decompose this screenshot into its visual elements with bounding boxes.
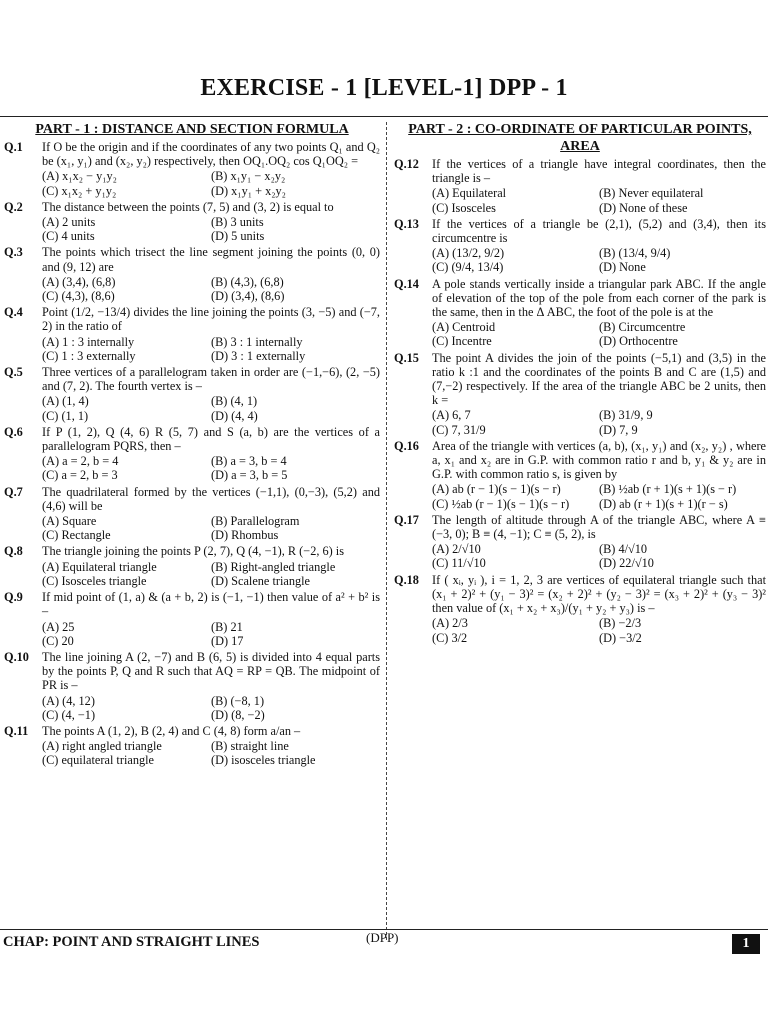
option-row <box>42 169 380 183</box>
option: (A) 1 : 3 internally <box>42 334 135 349</box>
question-text: A pole stands vertically inside a triangular park ABC. If the angle of elevation of the top of the pole from each corner of the park is the same, then in the Δ ABC, the foot of the pole is at the <box>432 276 766 320</box>
page-number: 1 <box>732 934 760 954</box>
question-number: Q.7 <box>4 484 23 499</box>
option: (B) Parallelogram <box>211 514 300 529</box>
question-number: Q.16 <box>394 438 419 453</box>
question <box>394 439 766 482</box>
question-text: If ( xᵢ, yᵢ ), i = 1, 2, 3 are vertices of equilateral triangle such that (x₁ + 2)² + (y₁ − 3)² = (x₂ + 2)² + (y₂ − 3)² = (x₃ + 2)² + (y₃ − 3)² then value of (x₁ + x₂ + x₃)/(y₁ + y₂ + y₃) is – <box>432 572 766 616</box>
option: (C) 7, 31/9 <box>432 422 486 437</box>
page-footer <box>0 930 768 954</box>
option: (A) 2/√10 <box>432 542 481 557</box>
option: (D) Rhombus <box>211 528 279 543</box>
option: (A) (13/2, 9/2) <box>432 246 505 261</box>
option: (C) 4 units <box>42 229 95 244</box>
question <box>394 351 766 408</box>
question <box>394 277 766 320</box>
option: (A) Equilateral triangle <box>42 559 157 574</box>
question-number: Q.15 <box>394 350 419 365</box>
column-divider <box>386 122 387 940</box>
option: (A) Square <box>42 514 97 529</box>
option-row <box>432 556 766 570</box>
option: (D) ab (r + 1)(s + 1)(r − s) <box>599 496 728 511</box>
question <box>4 200 380 214</box>
option: (D) (8, −2) <box>211 707 265 722</box>
question <box>394 217 766 245</box>
option: (C) 1 : 3 externally <box>42 348 136 363</box>
option-row <box>42 394 380 408</box>
question <box>394 573 766 616</box>
option: (D) Orthocentre <box>599 334 678 349</box>
option-row <box>432 320 766 334</box>
option: (D) 7, 9 <box>599 422 638 437</box>
option-row <box>42 184 380 198</box>
question-text: The length of altitude through A of the triangle ABC, where A ≡ (−3, 0); B ≡ (4, −1); C ≡ (5, 2), is <box>432 512 766 542</box>
option: (C) Isosceles triangle <box>42 573 147 588</box>
question <box>4 544 380 558</box>
option: (D) −3/2 <box>599 630 642 645</box>
question <box>4 724 380 738</box>
option: (A) (4, 12) <box>42 693 95 708</box>
option: (A) 6, 7 <box>432 408 471 423</box>
option: (C) Rectangle <box>42 528 111 543</box>
option-row <box>42 229 380 243</box>
option: (B) 3 : 1 internally <box>211 334 303 349</box>
option-row <box>42 349 380 363</box>
question <box>394 513 766 541</box>
question-number: Q.3 <box>4 245 23 260</box>
option: (B) −2/3 <box>599 616 642 631</box>
option: (C) equilateral triangle <box>42 753 154 768</box>
part-2-heading: PART - 2 : CO-ORDINATE OF PARTICULAR POINTS, AREA <box>408 122 752 154</box>
option: (D) 22/√10 <box>599 556 654 571</box>
option-row <box>432 334 766 348</box>
chapter-label: CHAP: POINT AND STRAIGHT LINES <box>3 934 260 950</box>
question-text: If P (1, 2), Q (4, 6) R (5, 7) and S (a, b) are the vertices of a parallelogram PQRS, then – <box>42 424 380 454</box>
right-column <box>394 121 766 645</box>
option: (A) Centroid <box>432 320 496 335</box>
option: (B) straight line <box>211 739 289 754</box>
option-row <box>42 634 380 648</box>
option: (A) (3,4), (6,8) <box>42 274 116 289</box>
option: (B) Never equilateral <box>599 186 704 201</box>
question-text: The triangle joining the points P (2, 7), Q (4, −1), R (−2, 6) is <box>42 544 345 559</box>
option-row <box>42 739 380 753</box>
question <box>4 650 380 693</box>
option: (D) 3 : 1 externally <box>211 348 306 363</box>
option: (D) (3,4), (8,6) <box>211 289 285 304</box>
option: (B) Right-angled triangle <box>211 559 336 574</box>
option: (B) 31/9, 9 <box>599 408 653 423</box>
option-row <box>432 542 766 556</box>
question-number: Q.17 <box>394 512 419 527</box>
left-column <box>4 121 380 768</box>
question-number: Q.1 <box>4 140 23 154</box>
option: (B) 3 units <box>211 215 264 230</box>
option-row <box>432 186 766 200</box>
question-number: Q.10 <box>4 649 29 664</box>
option-row <box>432 631 766 645</box>
page-title: EXERCISE - 1 [LEVEL-1] DPP - 1 <box>200 75 568 101</box>
right-questions <box>394 157 766 645</box>
question-number: Q.11 <box>4 723 29 738</box>
option: (B) x₁y₁ − x₂y₂ <box>211 169 286 184</box>
option: (A) right angled triangle <box>42 739 162 754</box>
question-text: The points A (1, 2), B (2, 4) and C (4, 8) form a/an – <box>42 723 301 738</box>
option-row <box>432 246 766 260</box>
option: (A) Equilateral <box>432 186 507 201</box>
question-number: Q.5 <box>4 365 23 380</box>
option: (A) ab (r − 1)(s − 1)(s − r) <box>432 482 561 497</box>
option: (C) 3/2 <box>432 630 468 645</box>
header-rule <box>0 116 768 117</box>
option-row <box>42 753 380 767</box>
option: (A) 2 units <box>42 215 96 230</box>
option: (C) (1, 1) <box>42 408 89 423</box>
option: (C) (4, −1) <box>42 707 96 722</box>
option-row <box>42 620 380 634</box>
option: (D) 17 <box>211 633 244 648</box>
option-row <box>42 574 380 588</box>
option: (D) isosceles triangle <box>211 753 316 768</box>
option: (D) x₁y₁ + x₂y₂ <box>211 183 286 198</box>
option: (B) 21 <box>211 619 243 634</box>
option-row <box>42 528 380 542</box>
question-number: Q.9 <box>4 590 23 605</box>
question-text: The distance between the points (7, 5) and (3, 2) is equal to <box>42 199 334 214</box>
question-number: Q.18 <box>394 572 419 587</box>
option-row <box>42 275 380 289</box>
option-row <box>42 454 380 468</box>
option: (C) (4,3), (8,6) <box>42 289 115 304</box>
dpp-tag: (DPP) <box>366 930 399 945</box>
question-text: Area of the triangle with vertices (a, b), (x₁, y₁) and (x₂, y₂) , where a, x₁ and x₂ are in G.P. with common ratio r and b, y₁ & y₂ are in G.P. with common ratio s, is given by <box>432 438 766 482</box>
question-text: The quadrilateral formed by the vertices (−1,1), (0,−3), (5,2) and (4,6) will be <box>42 484 380 513</box>
option-row <box>42 560 380 574</box>
question-number: Q.6 <box>4 424 23 439</box>
option-row <box>432 423 766 437</box>
option: (D) None of these <box>599 200 688 215</box>
option: (C) (9/4, 13/4) <box>432 260 504 275</box>
option: (C) 20 <box>42 633 74 648</box>
option: (C) ½ab (r − 1)(s − 1)(s − r) <box>432 496 570 511</box>
question <box>4 140 380 168</box>
question-text: The point A divides the join of the points (−5,1) and (3,5) in the ratio k :1 and the coordinates of the points B and C are (1,5) and (7,−2) respectively. If the area of the triangle ABC be 2 units, then k = <box>432 350 766 408</box>
option-row <box>432 497 766 511</box>
left-questions <box>4 140 380 768</box>
option-row <box>42 708 380 722</box>
option: (A) 2/3 <box>432 616 468 631</box>
question-number: Q.4 <box>4 305 23 320</box>
option: (B) 4/√10 <box>599 542 648 557</box>
option-row <box>42 335 380 349</box>
question-text: Three vertices of a parallelogram taken in order are (−1,−6), (2, −5) and (7, 2). The fourth vertex is – <box>42 365 380 394</box>
option: (D) Scalene triangle <box>211 573 311 588</box>
option: (A) 25 <box>42 619 75 634</box>
question-text: Point (1/2, −13/4) divides the line joining the points (3, −5) and (−7, 2) in the ratio of <box>42 305 380 334</box>
option: (B) a = 3, b = 4 <box>211 454 287 469</box>
option-row <box>42 409 380 423</box>
question <box>394 157 766 185</box>
option: (D) a = 3, b = 5 <box>211 468 288 483</box>
question <box>4 245 380 273</box>
option: (A) (1, 4) <box>42 394 89 409</box>
option: (C) a = 2, b = 3 <box>42 468 118 483</box>
option: (D) (4, 4) <box>211 408 258 423</box>
option: (A) a = 2, b = 4 <box>42 454 119 469</box>
question-text: If the vertices of a triangle have integral coordinates, then the triangle is – <box>432 157 766 186</box>
option-row <box>42 468 380 482</box>
option-row <box>42 694 380 708</box>
question-text: The line joining A (2, −7) and B (6, 5) is divided into 4 equal parts by the points P, Q and R such that AQ = RP = QB. The midpoint of PR is – <box>42 649 380 693</box>
option: (B) (13/4, 9/4) <box>599 246 671 261</box>
option: (B) Circumcentre <box>599 320 686 335</box>
question-number: Q.14 <box>394 276 419 291</box>
option-row <box>432 201 766 215</box>
option-row <box>432 260 766 274</box>
option: (D) 5 units <box>211 229 265 244</box>
option: (C) Isosceles <box>432 200 496 215</box>
question-number: Q.2 <box>4 199 23 214</box>
question-text: If O be the origin and if the coordinates of any two points Q₁ and Q₂ be (x₁, y₁) and (x₂, y₂) respectively, then OQ₁.OQ₂ cos Q₁OQ₂ = <box>42 140 380 169</box>
question <box>4 305 380 333</box>
option: (B) ½ab (r + 1)(s + 1)(s − r) <box>599 482 737 497</box>
part-1-heading: PART - 1 : DISTANCE AND SECTION FORMULA <box>35 122 349 137</box>
question <box>4 485 380 513</box>
question-text: If mid point of (1, a) & (a + b, 2) is (−1, −1) then value of a² + b² is – <box>42 590 380 619</box>
option-row <box>432 616 766 630</box>
option: (B) (4, 1) <box>211 394 258 409</box>
option: (C) Incentre <box>432 334 492 349</box>
question-number: Q.13 <box>394 216 419 231</box>
option-row <box>42 289 380 303</box>
question <box>4 590 380 618</box>
question-number: Q.12 <box>394 157 419 171</box>
question-text: If the vertices of a triangle be (2,1), (5,2) and (3,4), then its circumcentre is <box>432 216 766 246</box>
question <box>4 365 380 393</box>
question-text: The points which trisect the line segment joining the points (0, 0) and (9, 12) are <box>42 245 380 274</box>
option-row <box>42 215 380 229</box>
option-row <box>42 514 380 528</box>
option-row <box>432 482 766 496</box>
option: (D) None <box>599 260 646 275</box>
option: (B) (−8, 1) <box>211 693 265 708</box>
option: (C) x₁x₂ + y₁y₂ <box>42 183 117 198</box>
option-row <box>432 408 766 422</box>
option: (B) (4,3), (6,8) <box>211 274 284 289</box>
option: (A) x₁x₂ − y₁y₂ <box>42 169 117 184</box>
question <box>4 425 380 453</box>
question-number: Q.8 <box>4 544 23 559</box>
option: (C) 11/√10 <box>432 556 486 571</box>
